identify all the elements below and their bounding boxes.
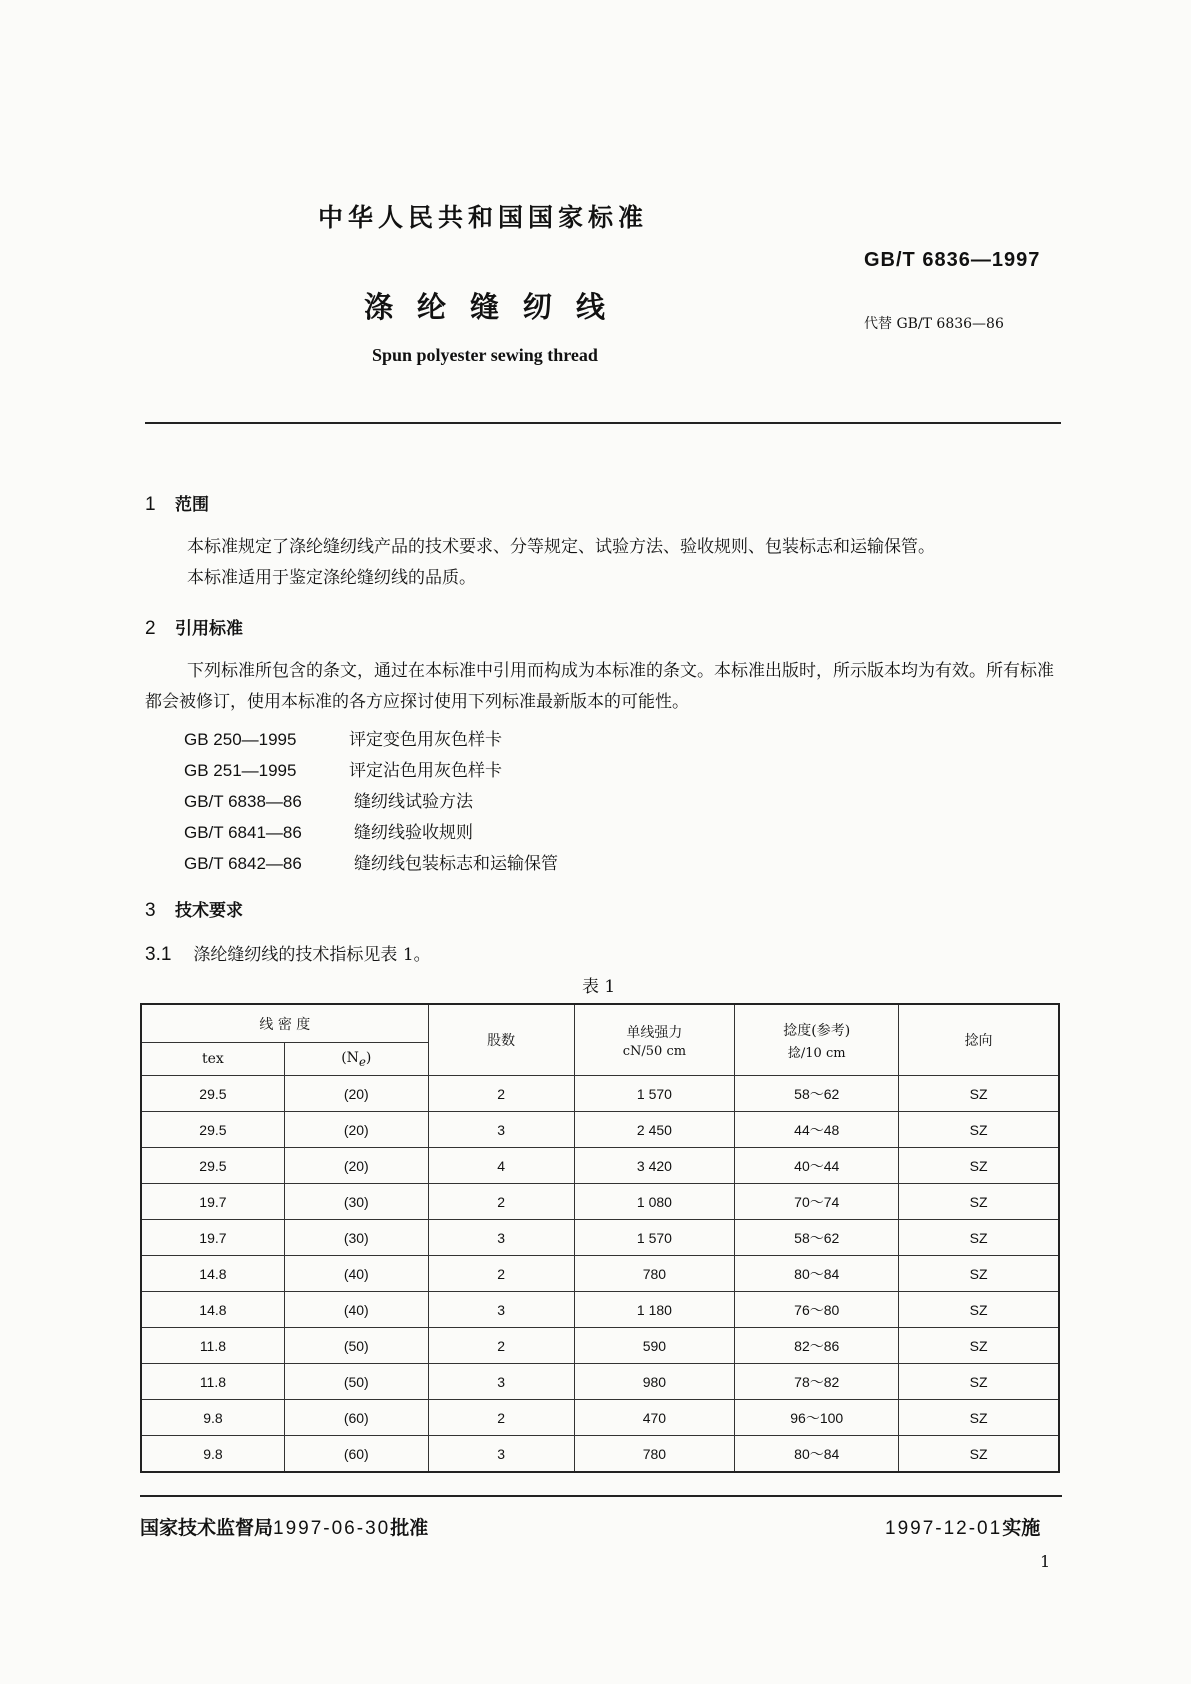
cell-ne: (50) [284,1328,428,1364]
cell-direction: SZ [899,1220,1059,1256]
header-tex: tex [141,1043,284,1076]
cell-strength: 470 [574,1400,735,1436]
reference-item [184,787,473,812]
section-1-paragraph-2: 本标准适用于鉴定涤纶缝纫线的品质。 [187,568,476,588]
cell-plies: 3 [428,1436,574,1473]
cell-plies: 2 [428,1184,574,1220]
effective-line [885,1513,1040,1540]
header-strength-unit: cN/50 cm [622,1043,687,1059]
cell-ne: (60) [284,1400,428,1436]
header-twist-unit: 捻/10 cm [787,1045,846,1061]
cell-tex: 11.8 [141,1328,284,1364]
reference-code: GB/T 6838—86 [184,792,302,811]
cell-direction: SZ [899,1292,1059,1328]
reference-item [184,818,473,843]
effective-date: 1997-12-01 [885,1518,1003,1539]
clause-text: 涤纶缝纫线的技术指标见表 1。 [193,945,431,965]
cell-twist: 96～100 [735,1400,899,1436]
section-number: 3 [145,900,156,921]
cell-direction: SZ [899,1076,1059,1112]
table-title: 表 1 [582,977,616,997]
section-number: 2 [145,618,156,639]
reference-code: GB/T 6842—86 [184,854,302,873]
reference-name: 评定沾色用灰色样卡 [349,761,502,781]
approval-org: 国家技术监督局 [140,1517,274,1539]
header-strength [574,1004,735,1076]
spec-table [140,1003,1060,1473]
cell-strength: 780 [574,1436,735,1473]
cell-ne: (60) [284,1436,428,1473]
cell-twist: 80～84 [735,1256,899,1292]
header-twist-label: 捻度(参考) [783,1022,851,1039]
cell-plies: 3 [428,1112,574,1148]
header-plies: 股数 [428,1004,574,1076]
standard-name: 中华人民共和国国家标准 [318,203,649,232]
cell-direction: SZ [899,1112,1059,1148]
section-title: 技术要求 [175,901,243,921]
cell-strength: 3 420 [574,1148,735,1184]
clause-number: 3.1 [145,944,172,965]
cell-ne: (20) [284,1148,428,1184]
cell-twist: 78～82 [735,1364,899,1400]
cell-plies: 3 [428,1220,574,1256]
approval-suffix: 批准 [390,1517,429,1539]
cell-twist: 58～62 [735,1076,899,1112]
cell-direction: SZ [899,1148,1059,1184]
cell-tex: 29.5 [141,1148,284,1184]
cell-tex: 14.8 [141,1256,284,1292]
section-title: 引用标准 [175,619,243,639]
section-1-paragraph-1: 本标准规定了涤纶缝纫线产品的技术要求、分等规定、试验方法、验收规则、包装标志和运输保管。 [187,537,935,557]
reference-name: 缝纫线试验方法 [354,792,473,812]
header-direction: 捻向 [899,1004,1059,1076]
cell-strength: 2 450 [574,1112,735,1148]
cell-twist: 80～84 [735,1436,899,1473]
cell-plies: 3 [428,1364,574,1400]
section-2-heading [145,614,243,640]
cell-direction: SZ [899,1400,1059,1436]
cell-strength: 780 [574,1256,735,1292]
table-row [141,1328,1059,1364]
cell-ne: (30) [284,1184,428,1220]
cell-twist: 58～62 [735,1220,899,1256]
cell-twist: 82～86 [735,1328,899,1364]
cell-ne: (20) [284,1112,428,1148]
section-title: 范围 [175,495,209,515]
table-row [141,1112,1059,1148]
cell-plies: 2 [428,1256,574,1292]
table-row [141,1184,1059,1220]
cell-twist: 44～48 [735,1112,899,1148]
cell-tex: 14.8 [141,1292,284,1328]
reference-code: GB/T 6841—86 [184,823,302,842]
approval-line [140,1513,428,1540]
approval-date: 1997-06-30 [273,1518,391,1539]
reference-item [184,725,502,750]
cell-plies: 2 [428,1328,574,1364]
cell-ne: (40) [284,1292,428,1328]
header-density: 线 密 度 [141,1004,428,1043]
cell-strength: 590 [574,1328,735,1364]
header-divider [145,422,1061,424]
cell-strength: 1 570 [574,1220,735,1256]
standard-code: GB/T 6836—1997 [864,249,1041,271]
cell-strength: 980 [574,1364,735,1400]
section-3-heading [145,896,243,922]
table-row [141,1148,1059,1184]
reference-item [184,849,558,874]
header-twist [735,1004,899,1076]
cell-ne: (20) [284,1076,428,1112]
cell-strength: 1 080 [574,1184,735,1220]
page-number: 1 [1040,1552,1051,1571]
cell-direction: SZ [899,1328,1059,1364]
table-row [141,1364,1059,1400]
cell-direction: SZ [899,1436,1059,1473]
cell-strength: 1 570 [574,1076,735,1112]
cell-tex: 9.8 [141,1400,284,1436]
reference-code: GB 251—1995 [184,761,297,780]
reference-item [184,756,502,781]
cell-ne: (40) [284,1256,428,1292]
replaces-note: 代替 GB/T 6836—86 [864,316,1004,332]
table-row [141,1436,1059,1473]
cell-direction: SZ [899,1184,1059,1220]
document-title: 涤纶缝纫线 [364,290,630,324]
table-row [141,1076,1059,1112]
reference-name: 缝纫线包装标志和运输保管 [354,854,558,874]
cell-twist: 76～80 [735,1292,899,1328]
cell-twist: 70～74 [735,1184,899,1220]
effective-suffix: 实施 [1002,1517,1041,1539]
cell-direction: SZ [899,1256,1059,1292]
cell-ne: (30) [284,1220,428,1256]
cell-tex: 19.7 [141,1220,284,1256]
header-strength-label: 单线强力 [626,1024,683,1041]
cell-tex: 29.5 [141,1112,284,1148]
cell-tex: 11.8 [141,1364,284,1400]
cell-plies: 2 [428,1076,574,1112]
reference-code: GB 250—1995 [184,730,297,749]
section-number: 1 [145,494,156,515]
section-2-paragraph-1: 下列标准所包含的条文，通过在本标准中引用而构成为本标准的条文。本标准出版时，所示版本均为有效。所有标准都会被修订，使用本标准的各方应探讨使用下列标准最新版本的可能性。 [145,661,1054,712]
table-row [141,1256,1059,1292]
section-1-heading [145,490,209,516]
table-row [141,1400,1059,1436]
table-row [141,1220,1059,1256]
footer-divider [140,1495,1062,1497]
cell-plies: 3 [428,1292,574,1328]
reference-name: 评定变色用灰色样卡 [349,730,502,750]
english-title: Spun polyester sewing thread [372,345,598,365]
cell-plies: 4 [428,1148,574,1184]
cell-tex: 19.7 [141,1184,284,1220]
clause-3-1 [145,940,431,966]
cell-tex: 29.5 [141,1076,284,1112]
cell-plies: 2 [428,1400,574,1436]
header-ne: $(N_e)$ [284,1043,428,1076]
table-row [141,1292,1059,1328]
reference-name: 缝纫线验收规则 [354,823,473,843]
cell-twist: 40～44 [735,1148,899,1184]
cell-strength: 1 180 [574,1292,735,1328]
cell-ne: (50) [284,1364,428,1400]
cell-tex: 9.8 [141,1436,284,1473]
cell-direction: SZ [899,1364,1059,1400]
